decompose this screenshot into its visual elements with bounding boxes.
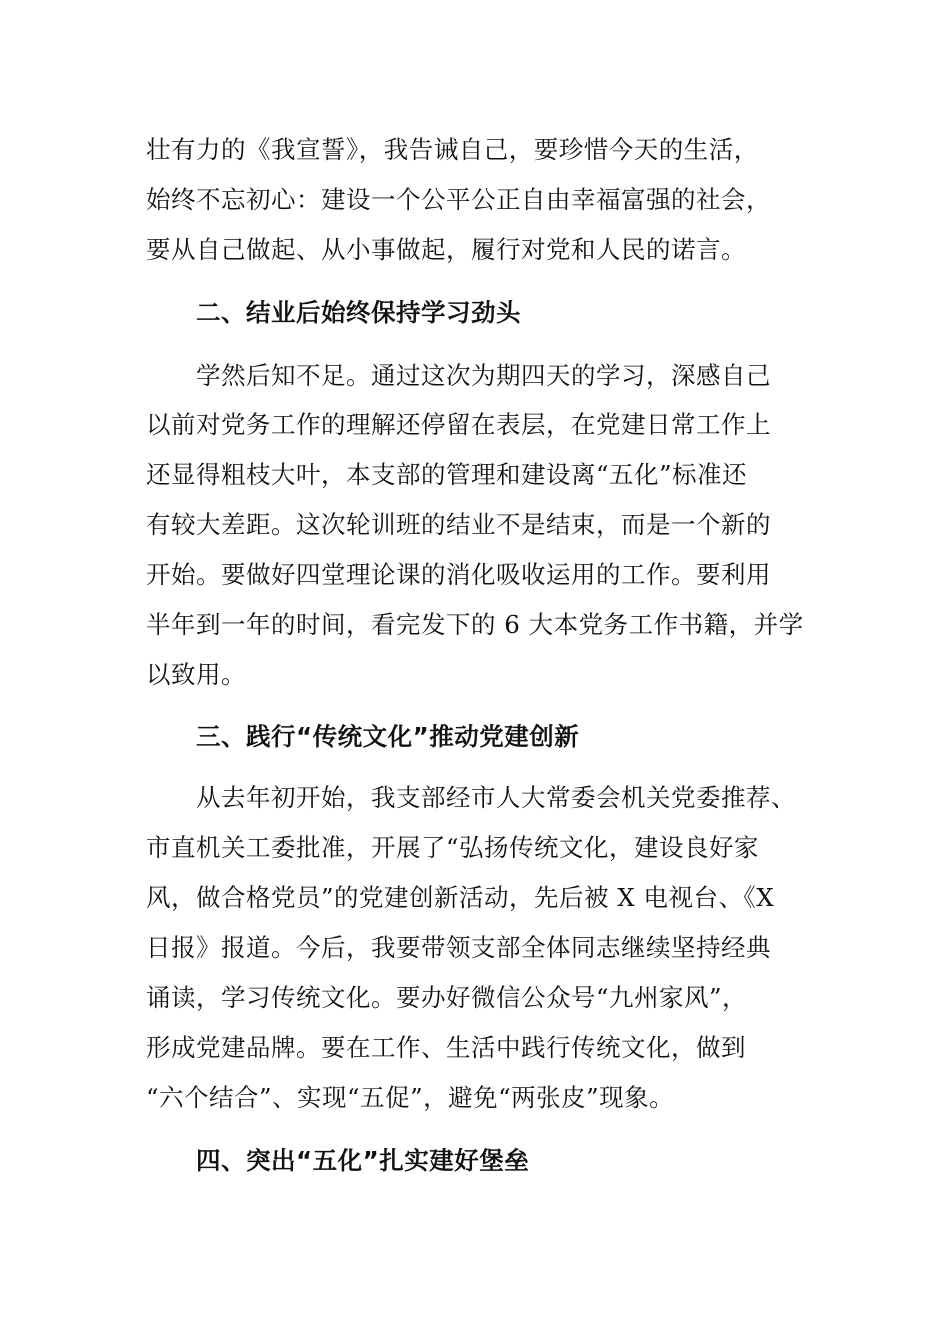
body-text-line: 从去年初开始，我支部经市人大常委会机关党委推荐、: [196, 783, 796, 812]
body-text-line: 以前对党务工作的理解还停留在表层，在党建日常工作上: [146, 410, 771, 439]
body-text-line: 诵读，学习传统文化。要办好微信公众号“九州家风”，: [146, 983, 748, 1012]
section-heading-2: 二、结业后始终保持学习劲头: [196, 298, 521, 327]
body-text-line: 壮有力的《我宣誓》，我告诫自己，要珍惜今天的生活，: [146, 135, 759, 164]
body-text-line: 半年到一年的时间，看完发下的 6 大本党务工作书籍，并学: [146, 610, 804, 639]
body-text-line: 日报》报道。今后，我要带领支部全体同志继续坚持经典: [146, 933, 771, 962]
section-heading-3: 三、践行“传统文化”推动党建创新: [196, 722, 580, 751]
body-text-line: 学然后知不足。通过这次为期四天的学习，深感自己: [196, 361, 771, 390]
body-text-line: 市直机关工委批准，开展了“弘扬传统文化，建设良好家: [146, 833, 760, 862]
body-text-line: 还显得粗枝大叶，本支部的管理和建设离“五化”标准还: [146, 460, 748, 489]
body-text-line: 有较大差距。这次轮训班的结业不是结束，而是一个新的: [146, 510, 771, 539]
body-text-line: “六个结合”、实现“五促”，避免“两张皮”现象。: [146, 1083, 675, 1112]
body-text-line: 风，做合格党员”的党建创新活动，先后被 X 电视台、《X: [146, 883, 775, 912]
body-text-line: 要从自己做起、从小事做起，履行对党和人民的诺言。: [146, 235, 746, 264]
body-text-line: 以致用。: [146, 660, 246, 689]
body-text-line: 始终不忘初心：建设一个公平公正自由幸福富强的社会，: [146, 185, 771, 214]
body-text-line: 形成党建品牌。要在工作、生活中践行传统文化，做到: [146, 1033, 746, 1062]
section-heading-4: 四、突出“五化”扎实建好堡垒: [196, 1146, 530, 1175]
body-text-line: 开始。要做好四堂理论课的消化吸收运用的工作。要利用: [146, 560, 771, 589]
